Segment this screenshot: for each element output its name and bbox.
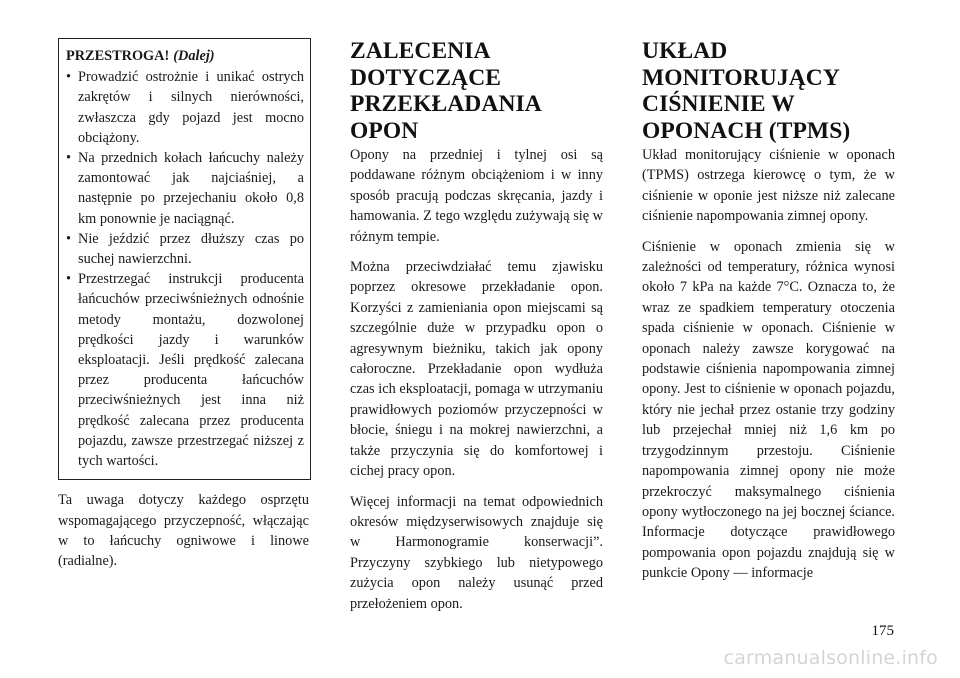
warning-box — [58, 38, 311, 480]
warning-item: • Prowadzić ostrożnie i unikać ostrych zakrętów i silnych nierówności, zwłaszcza gdy pojazd jest mocno obciążony. — [66, 67, 304, 148]
warning-item: • Nie jeździć przez dłuższy czas po suchej nawierzchni. — [66, 229, 304, 269]
page-number: 175 — [871, 623, 894, 639]
warning-title: PRZESTROGA! — [66, 48, 170, 64]
left-column — [58, 38, 311, 586]
warning-continued: (Dalej) — [173, 48, 215, 64]
warning-item: • Na przednich kołach łańcuchy należy zamontować jak najciaśniej, a następnie po przejechaniu około 0,8 km ponownie je naciągnąć. — [66, 148, 304, 229]
paragraph: Ciśnienie w oponach zmienia się w zależności od temperatury, różnica wynosi około 7 kPa na każde 7°C. Oznacza to, że wraz ze spadkiem temperatury otoczenia spada ciśnienie w oponach. Ciśnienie w oponach należy zawsze korygować na podstawie ciśnienia napompowania zimnej opony. Jest to ciśnienie w oponach pojazdu, który nie jechał przez ostanie trzy godziny lub przejechał mniej niż 1,6 km po trzygodzinnym przestoju. Ciśnienie napompowania zimnej opony nie może przekroczyć maksymalnego ciśnienia opony wytłoczonego na jej bocznej ściance. Informacje dotyczące prawidłowego pompowania opon pojazdu znajdują się w punkcie Opony — informacje — [642, 238, 895, 582]
warning-list — [66, 67, 304, 471]
section-heading-tpms: UKŁAD MONITORUJĄCY CIŚNIENIE W OPONACH (TPMS) — [642, 38, 851, 144]
paragraph: Opony na przedniej i tylnej osi są poddawane różnym obciążeniom i w inny sposób pracują podczas skręcania, jazdy i hamowania. Z tego względu zużywają się w różnym tempie. — [350, 147, 603, 245]
traction-note: Ta uwaga dotyczy każdego osprzętu wspomagającego przyczepność, włączając w to łańcuchy ogniwowe i linowe (radialne). — [58, 492, 309, 570]
warning-item: • Przestrzegać instrukcji producenta łańcuchów przeciwśnieżnych odnośnie metody montażu, dozwolonej prędkości jazdy i warunków eksploatacji. Jeśli prędkość zalecana przez producenta łańcuchów przeciwśnieżnych jest inna niż prędkość zalecana przez producenta pojazdu, zawsze przestrzegać niższej z tych wartości. — [66, 269, 304, 471]
warning-header — [66, 46, 304, 66]
paragraph: Więcej informacji na temat odpowiednich okresów międzyserwisowych znajduje się w Harmonogramie konserwacji”. Przyczyny szybkiego lub nietypowego zużycia opon należy usunąć przed przełożeniem opon. — [350, 493, 603, 612]
section-heading-tire-rotation: ZALECENIA DOTYCZĄCE PRZEKŁADANIA OPON — [350, 38, 541, 144]
paragraph: Układ monitorujący ciśnienie w oponach (TPMS) ostrzega kierowcę o tym, że w ciśnienie w oponie jest niższe niż zalecane ciśnienie napompowania zimnej opony. — [642, 147, 895, 225]
watermark: carmanualsonline.info — [723, 647, 938, 669]
right-column — [642, 38, 895, 594]
paragraph: Można przeciwdziałać temu zjawisku poprzez okresowe przekładanie opon. Korzyści z zamieniania opon miejscami są szczególnie duże w przypadku opon o agresywnym bieżniku, takich jak opony całoroczne. Przekładanie opon wydłuża czas ich eksploatacji, pomaga w utrzymaniu prawidłowych poziomów przyczepności w błocie, śniegu i na mokrej nawierzchni, a także przyczynia się do komfortowej i cichej pracy opon. — [350, 259, 603, 480]
middle-column — [350, 38, 603, 624]
